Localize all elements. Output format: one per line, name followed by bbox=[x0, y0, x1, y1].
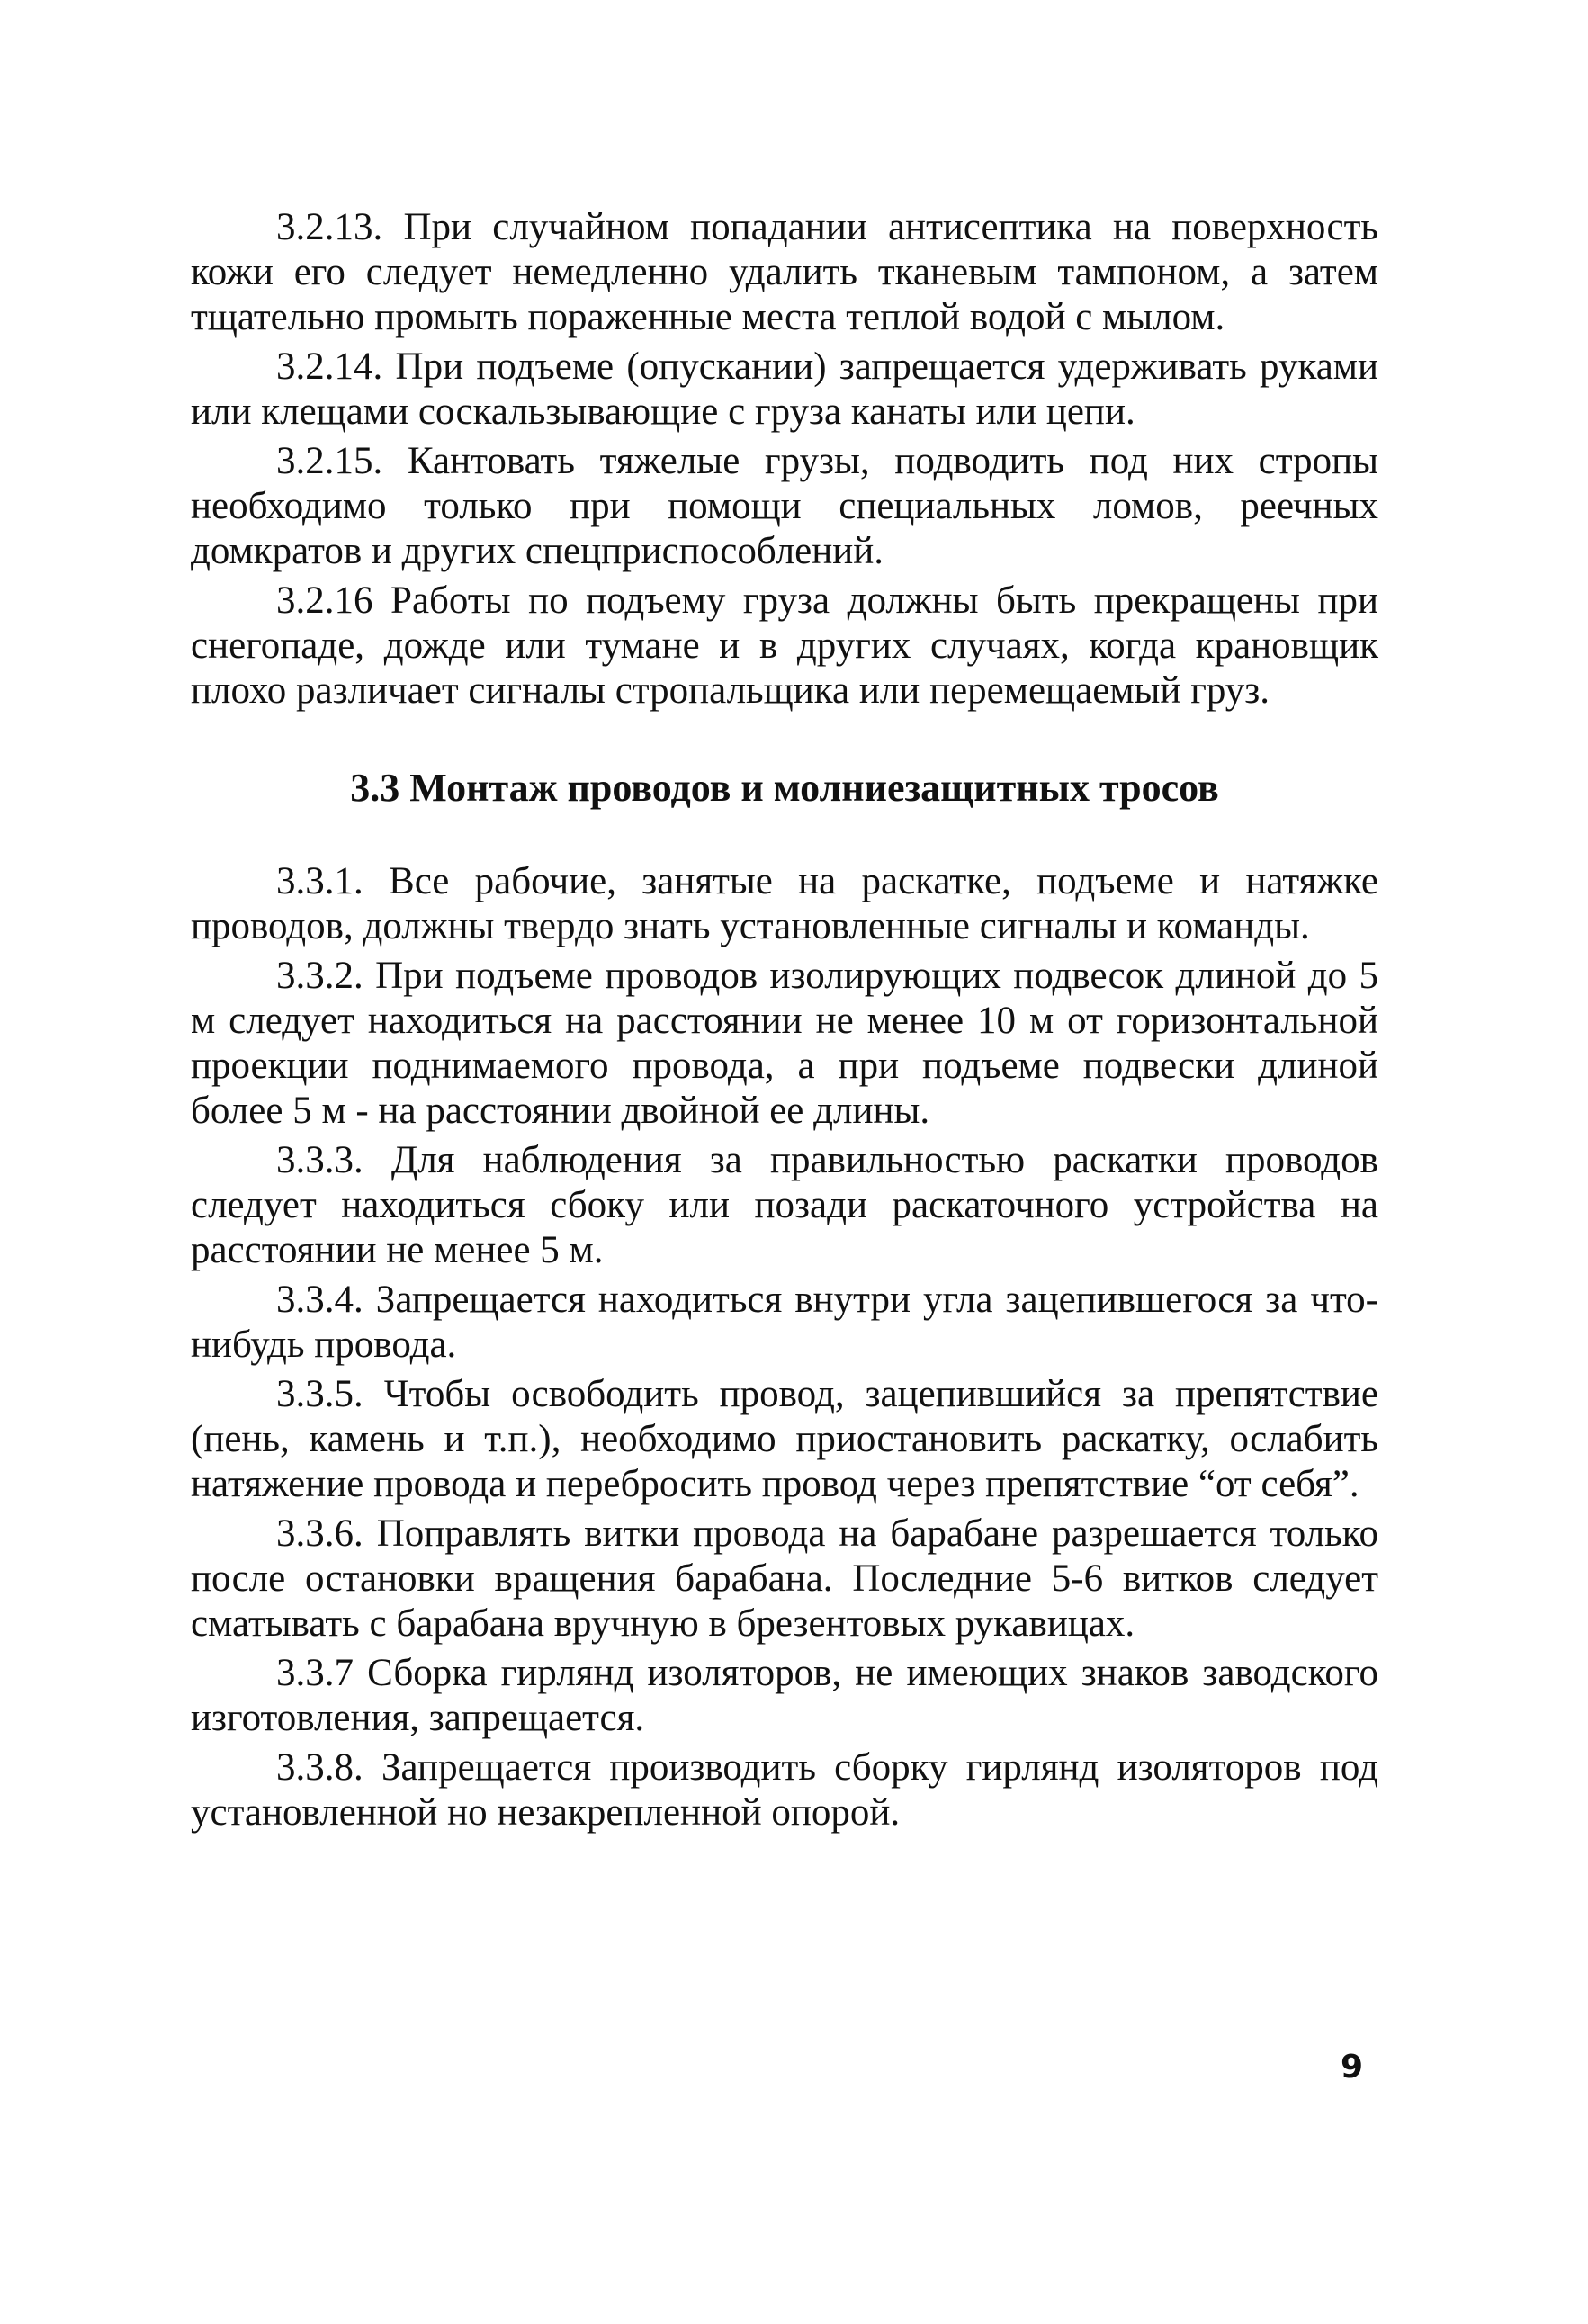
paragraph-3-3-5: 3.3.5. Чтобы освободить провод, зацепившийся за препятствие (пень, камень и т.п.), необходимо приостановить раскатку, ослабить натяжение провода и перебросить провод через препятствие “от себя”. bbox=[191, 1373, 1378, 1505]
paragraph-3-3-7: 3.3.7 Сборка гирлянд изоляторов, не имеющих знаков заводского изготовления, запрещается. bbox=[191, 1652, 1378, 1739]
paragraph-3-3-1: 3.3.1. Все рабочие, занятые на раскатке, подъеме и натяжке проводов, должны твердо знать установленные сигналы и команды. bbox=[191, 860, 1378, 947]
paragraph-3-3-4: 3.3.4. Запрещается находиться внутри угла зацепившегося за что-нибудь провода. bbox=[191, 1279, 1378, 1366]
paragraph-3-2-14: 3.2.14. При подъеме (опускании) запрещается удерживать руками или клещами соскальзывающие с груза канаты или цепи. bbox=[191, 345, 1378, 433]
paragraph-3-2-15: 3.2.15. Кантовать тяжелые грузы, подводить под них стропы необходимо только при помощи специальных ломов, реечных домкратов и других спецприспособлений. bbox=[191, 440, 1378, 572]
document-page bbox=[191, 205, 1378, 1840]
paragraph-3-3-8: 3.3.8. Запрещается производить сборку гирлянд изоляторов под установленной но незакрепленной опорой. bbox=[191, 1746, 1378, 1834]
paragraph-3-2-16: 3.2.16 Работы по подъему груза должны быть прекращены при снегопаде, дожде или тумане и в других случаях, когда крановщик плохо различает сигналы стропальщика или перемещаемый груз. bbox=[191, 579, 1378, 712]
paragraph-3-3-3: 3.3.3. Для наблюдения за правильностью раскатки проводов следует находиться сбоку или позади раскаточного устройства на расстоянии не менее 5 м. bbox=[191, 1139, 1378, 1271]
paragraph-3-3-6: 3.3.6. Поправлять витки провода на барабане разрешается только после остановки вращения барабана. Последние 5-6 витков следует сматывать с барабана вручную в брезентовых рукавицах. bbox=[191, 1512, 1378, 1645]
paragraph-3-2-13: 3.2.13. При случайном попадании антисептика на поверхность кожи его следует немедленно удалить тканевым тампоном, а затем тщательно промыть пораженные места теплой водой с мылом. bbox=[191, 206, 1378, 338]
page-number: 9 bbox=[1341, 2049, 1364, 2086]
paragraph-3-3-2: 3.3.2. При подъеме проводов изолирующих подвесок длиной до 5 м следует находиться на расстоянии не менее 10 м от горизонтальной проекции поднимаемого провода, а при подъеме подвески длиной более 5 м - на расстоянии двойной ее длины. bbox=[191, 955, 1378, 1132]
section-heading: 3.3 Монтаж проводов и молниезащитных тросов bbox=[350, 766, 1219, 810]
